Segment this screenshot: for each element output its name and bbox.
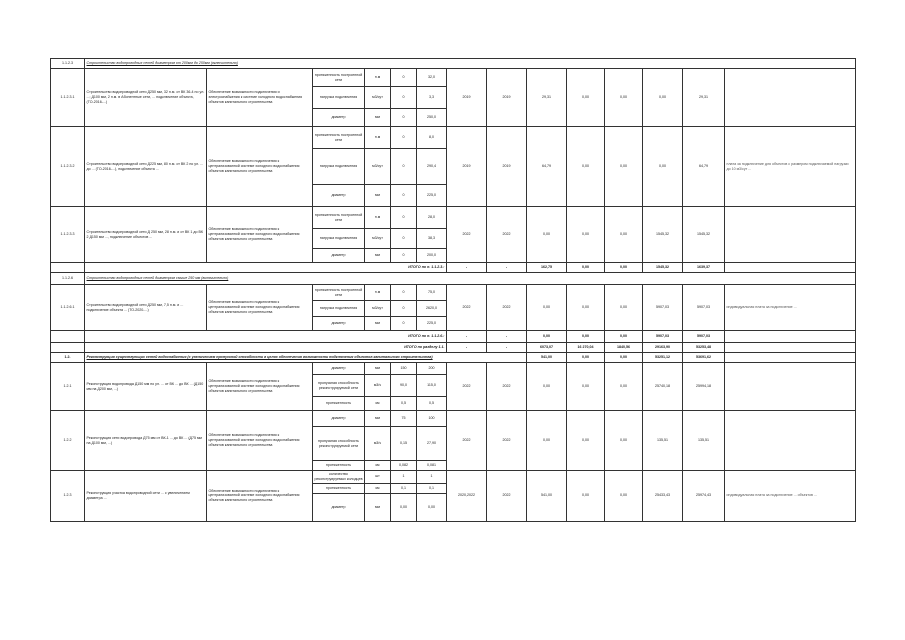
- item-purpose: Обеспечение возможности подключения к централизованной системе холодного водоснабжения объектов капитального строительства: [207, 363, 313, 411]
- param-before: 0,00: [391, 493, 417, 521]
- param-name: протяженность построенной сети: [313, 127, 365, 149]
- item-description: Строительство водопроводной сети Д250 мм, 32 п.м. от ВК 36-4 по ул. ...; Д100 мм, 2 п.м. в Абонентные сети, ... подключение объекта, (ТО-2016-...): [85, 69, 207, 127]
- item-y2: 2022: [487, 363, 527, 411]
- item-note: [725, 363, 856, 411]
- item-purpose: Обеспечение возможности подключения к централизованной системе холодного водоснабжения объектов капитального строительства: [207, 411, 313, 471]
- param-after: 100: [417, 411, 447, 427]
- item-f2019: 0,00: [567, 207, 605, 263]
- section-total: 53691,62: [683, 353, 725, 363]
- param-before: 0: [391, 149, 417, 185]
- item-code: 1.1.2.3.2: [51, 127, 85, 207]
- item-code: 1.2.2: [51, 411, 85, 471]
- param-before: 0,082: [391, 461, 417, 471]
- param-name: диаметр: [313, 493, 365, 521]
- item-cost: 29,31: [527, 69, 567, 127]
- param-after: 2620,0: [417, 301, 447, 317]
- param-after: 32,0: [417, 69, 447, 87]
- subtotal-row: ИТОГО по п. 1.1.2.6.: - - 0,00 0,00 0,00 5907,03 5907,03: [51, 331, 856, 343]
- item-y1: 2022: [447, 411, 487, 471]
- item-description: Строительство водопроводной сети Д 250 мм, 28 п.м. и от ВК 1 до ВК 2 Д150 мм ..., подключение объектов ...: [85, 207, 207, 263]
- total-f2021: 29163,90: [643, 343, 683, 353]
- total-total: 53253,48: [683, 343, 725, 353]
- param-unit: м3/сут: [365, 87, 391, 109]
- item-code: 1.2.3: [51, 471, 85, 522]
- param-unit: км: [365, 397, 391, 411]
- item-note: плата за подключение для объектов с размером подключаемой нагрузки до 10 м3/сут ...: [725, 127, 856, 207]
- param-name: протяженность: [313, 397, 365, 411]
- item-f2019: 0,00: [567, 471, 605, 522]
- param-unit: мм: [365, 411, 391, 427]
- param-unit: м3/сут: [365, 149, 391, 185]
- param-before: 0,15: [391, 427, 417, 461]
- section-f2019: 0,00: [567, 353, 605, 363]
- item-description: Реконструкция сети водопровода Д75 мм от ВК-1 ... до ВК ... (Д75 мм на Д100 мм, ...): [85, 411, 207, 471]
- item-y1: 2019: [447, 69, 487, 127]
- table-row: [51, 363, 856, 375]
- param-after: 0,081: [417, 461, 447, 471]
- item-note: индивидуальная плата за подключение ... объектов ...: [725, 471, 856, 522]
- section-cost: 541,00: [527, 353, 567, 363]
- param-unit: мм: [365, 185, 391, 207]
- param-unit: п.м: [365, 285, 391, 301]
- param-name: протяженность: [313, 461, 365, 471]
- param-unit: мм: [365, 363, 391, 375]
- total-total: 5907,03: [683, 331, 725, 343]
- param-unit: шт: [365, 471, 391, 484]
- item-f2020: 0,00: [605, 127, 643, 207]
- param-after: 27,90: [417, 427, 447, 461]
- param-unit: мм: [365, 109, 391, 127]
- item-total: 135,51: [683, 411, 725, 471]
- param-before: 75: [391, 411, 417, 427]
- total-f2019: 16 270,04: [567, 343, 605, 353]
- total-f2020: 1840,56: [605, 343, 643, 353]
- param-before: 0,5: [391, 397, 417, 411]
- param-before: 0,1: [391, 483, 417, 493]
- item-description: Строительство водопроводной сети Д250 мм, 7,5 п.м. и ... подключение объекта ... (ТО-2020-...): [85, 285, 207, 331]
- item-y2: 2022: [487, 285, 527, 331]
- total-f2020: 0,00: [605, 263, 643, 273]
- table-row: [51, 69, 856, 87]
- param-before: 0: [391, 249, 417, 263]
- param-before: 0: [391, 207, 417, 229]
- item-description: Реконструкция участка водопроводной сети ... с увеличением диаметра ...: [85, 471, 207, 522]
- item-y1: 2019: [447, 127, 487, 207]
- section-header: [51, 353, 856, 363]
- param-after: 0,5: [417, 397, 447, 411]
- param-unit: мм: [365, 493, 391, 521]
- param-name: протяженность: [313, 483, 365, 493]
- item-total: 25994,18: [683, 363, 725, 411]
- param-name: пропускная способность реконструируемой сети: [313, 427, 365, 461]
- param-name: нагрузка подключения: [313, 87, 365, 109]
- item-y1: 2020,2022: [447, 471, 487, 522]
- param-after: 250,0: [417, 109, 447, 127]
- section-title: Реконструкция существующих сетей водоснабжения (с увеличением пропускной способности в целях обеспечения возможности подключения объектов капитального строительства): [85, 353, 527, 363]
- total-f2019: 0,00: [567, 331, 605, 343]
- item-f2020: 0,00: [605, 471, 643, 522]
- total-label: ИТОГО по п. 1.1.2.6.:: [85, 331, 447, 343]
- total-f2021: 1545,32: [643, 263, 683, 273]
- param-unit: м3/ч: [365, 427, 391, 461]
- section-header: [51, 59, 856, 69]
- item-note: [725, 69, 856, 127]
- item-f2019: 0,00: [567, 69, 605, 127]
- item-cost: 0,00: [527, 411, 567, 471]
- item-y1: 2022: [447, 285, 487, 331]
- item-f2019: 0,00: [567, 363, 605, 411]
- item-y2: 2019: [487, 69, 527, 127]
- param-before: 0: [391, 285, 417, 301]
- item-f2020: 0,00: [605, 411, 643, 471]
- param-after: 290,4: [417, 149, 447, 185]
- item-note: [725, 411, 856, 471]
- param-before: 0: [391, 185, 417, 207]
- item-f2021: 1545,32: [643, 207, 683, 263]
- subtotal-row: ИТОГО по п. 1.1.2.3.: - - 162,75 0,00 0,00 1545,32 1639,37: [51, 263, 856, 273]
- grand-total-row: ИТОГО по разделу 1.1. - - 6073,07 16 270,04 1840,56 29163,90 53253,48: [51, 343, 856, 353]
- section-code: 1.2.: [51, 353, 85, 363]
- item-f2019: 0,00: [567, 127, 605, 207]
- item-total: 1545,32: [683, 207, 725, 263]
- section-title: Строительство водопроводных сетей диаметром свыше 250 мм (включительно): [85, 273, 856, 285]
- param-before: 0: [391, 69, 417, 87]
- total-label: ИТОГО по п. 1.1.2.3.:: [85, 263, 447, 273]
- param-after: 1: [417, 471, 447, 484]
- total-f2021: 5907,03: [643, 331, 683, 343]
- param-after: 200: [417, 363, 447, 375]
- param-name: диаметр: [313, 249, 365, 263]
- item-y2: 2022: [487, 411, 527, 471]
- total-f2019: 0,00: [567, 263, 605, 273]
- param-after: 225,0: [417, 185, 447, 207]
- section-header: [51, 273, 856, 285]
- param-unit: м3/сут: [365, 301, 391, 317]
- param-before: 0: [391, 127, 417, 149]
- item-description: Строительство водопроводной сети Д225 мм, 80 п.м. от ВК 2 по ул. ... до ... (ТО-2016-...), подключение объекта ...: [85, 127, 207, 207]
- item-f2020: 0,00: [605, 285, 643, 331]
- section-code: 1.1.2.3: [51, 59, 85, 69]
- param-before: 1: [391, 471, 417, 484]
- item-purpose: Обеспечение возможности подключения к централизованной системе холодного водоснабжения объектов капитального строительства: [207, 207, 313, 263]
- item-f2021: 5907,03: [643, 285, 683, 331]
- param-after: 0,1: [417, 483, 447, 493]
- item-f2021: 25740,18: [643, 363, 683, 411]
- param-unit: км: [365, 483, 391, 493]
- param-after: 38,3: [417, 229, 447, 249]
- item-cost: 64,79: [527, 127, 567, 207]
- param-before: 0: [391, 109, 417, 127]
- param-after: 200,0: [417, 249, 447, 263]
- total-label: ИТОГО по разделу 1.1.: [85, 343, 447, 353]
- param-name: диаметр: [313, 363, 365, 375]
- param-unit: мм: [365, 249, 391, 263]
- item-total: 64,79: [683, 127, 725, 207]
- total-cost: 0,00: [527, 331, 567, 343]
- item-code: 1.1.2.3.3: [51, 207, 85, 263]
- section-f2021: 53251,12: [643, 353, 683, 363]
- item-cost: 0,00: [527, 285, 567, 331]
- param-unit: п.м: [365, 127, 391, 149]
- item-purpose: Обеспечение возможности подключения к централизованной системе холодного водоснабжения объектов капитального строительства: [207, 285, 313, 331]
- param-unit: м3/сут: [365, 229, 391, 249]
- param-before: 0: [391, 87, 417, 109]
- param-unit: п.м: [365, 69, 391, 87]
- param-after: 8,0: [417, 127, 447, 149]
- item-f2021: 135,51: [643, 411, 683, 471]
- param-after: 115,0: [417, 375, 447, 397]
- item-total: 25974,43: [683, 471, 725, 522]
- item-description: Реконструкция водопровода Д150 мм по ул. ... от ВК ... до ВК ... (Д150 мм на Д200 мм, ...): [85, 363, 207, 411]
- item-code: 1.1.2.3.1: [51, 69, 85, 127]
- table-row: [51, 411, 856, 427]
- item-note: [725, 207, 856, 263]
- item-y2: 2022: [487, 207, 527, 263]
- param-unit: м3/ч: [365, 375, 391, 397]
- param-name: нагрузка подключения: [313, 301, 365, 317]
- param-before: 90,0: [391, 375, 417, 397]
- param-name: диаметр: [313, 109, 365, 127]
- param-name: нагрузка подключения: [313, 149, 365, 185]
- item-f2021: 0,00: [643, 69, 683, 127]
- item-y1: 2022: [447, 207, 487, 263]
- total-cost: 6073,07: [527, 343, 567, 353]
- item-y2: 2022: [487, 471, 527, 522]
- param-before: 0: [391, 229, 417, 249]
- param-after: 28,0: [417, 207, 447, 229]
- param-name: пропускная способность реконструируемой сети: [313, 375, 365, 397]
- section-code: 1.1.2.6: [51, 273, 85, 285]
- item-f2019: 0,00: [567, 285, 605, 331]
- item-cost: 0,00: [527, 363, 567, 411]
- param-name: количество реконструируемых колодцев: [313, 471, 365, 484]
- item-total: 29,31: [683, 69, 725, 127]
- item-cost: 0,00: [527, 207, 567, 263]
- item-code: 1.1.2.6.1: [51, 285, 85, 331]
- param-unit: п.м: [365, 207, 391, 229]
- item-y2: 2019: [487, 127, 527, 207]
- item-purpose: Обеспечение возможности подключения к централизованной системе холодного водоснабжения объектов капитального строительства: [207, 471, 313, 522]
- param-before: 0: [391, 317, 417, 331]
- param-unit: км: [365, 461, 391, 471]
- param-name: протяженность построенной сети: [313, 207, 365, 229]
- item-total: 5907,03: [683, 285, 725, 331]
- item-y1: 2022: [447, 363, 487, 411]
- param-before: 150: [391, 363, 417, 375]
- total-total: 1639,37: [683, 263, 725, 273]
- section-title: Строительство водопроводных сетей диаметром от 200мм до 250мм (включительно): [85, 59, 856, 69]
- investment-program-table: [50, 58, 856, 522]
- item-f2020: 0,00: [605, 363, 643, 411]
- param-after: 75,0: [417, 285, 447, 301]
- item-purpose: Обеспечение возможности подключения к централизованной системе холодного водоснабжения объектов капитального строительства: [207, 127, 313, 207]
- item-purpose: Обеспечение возможности подключения и электроснабжения к системе холодного водоснабжения объектов капитального строительства: [207, 69, 313, 127]
- table-row: [51, 207, 856, 229]
- item-f2021: 0,00: [643, 127, 683, 207]
- param-unit: мм: [365, 317, 391, 331]
- item-cost: 541,00: [527, 471, 567, 522]
- param-name: протяженность построенной сети: [313, 285, 365, 301]
- section-f2020: 0,00: [605, 353, 643, 363]
- item-note: индивидуальная плата за подключение ...: [725, 285, 856, 331]
- total-f2020: 0,00: [605, 331, 643, 343]
- param-name: нагрузка подключения: [313, 229, 365, 249]
- document-page: [50, 58, 855, 588]
- param-after: 0,00: [417, 493, 447, 521]
- param-after: 3,3: [417, 87, 447, 109]
- item-code: 1.2.1: [51, 363, 85, 411]
- item-f2019: 0,00: [567, 411, 605, 471]
- param-name: диаметр: [313, 411, 365, 427]
- param-name: протяженность построенной сети: [313, 69, 365, 87]
- param-name: диаметр: [313, 185, 365, 207]
- item-f2020: 0,00: [605, 207, 643, 263]
- total-cost: 162,75: [527, 263, 567, 273]
- param-name: диаметр: [313, 317, 365, 331]
- item-f2020: 0,00: [605, 69, 643, 127]
- table-row: [51, 471, 856, 484]
- param-after: 225,0: [417, 317, 447, 331]
- item-f2021: 25433,43: [643, 471, 683, 522]
- table-row: [51, 127, 856, 149]
- param-before: 0: [391, 301, 417, 317]
- table-row: [51, 285, 856, 301]
